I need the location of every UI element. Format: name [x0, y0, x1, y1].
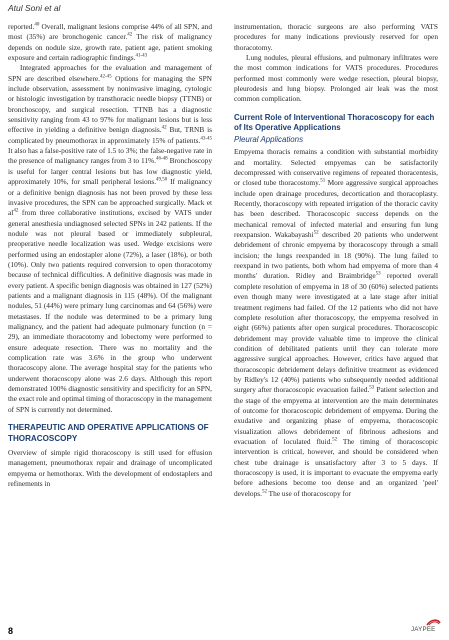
running-header-author: Atul Soni et al — [8, 3, 61, 13]
paragraph: reported.$^{40}$ Overall, malignant lesions comprise 44% of all SPN, and most (35%) are bronchogenic cancer.$^{42}$ The risk of malignancy depends on nodule size, growth rate, patient age, patient smoking exposure and certain radiographic findings.$^{41-43}$ — [8, 22, 212, 63]
paragraph: Overview of simple rigid thoracoscopy is still used for effusion management, pneumothorax repair and drainage of uncomplicated empyema or hemothorax. With the development of endostaplers and refinements in — [8, 448, 212, 489]
paragraph: Lung nodules, pleural effusions, and pulmonary infiltrates were the most common indications for VATS procedures. Procedures performed most commonly were wedge resection, pleural biopsy, pleurodesis and lung biopsy. Prolonged air leak was the most common complication. — [234, 53, 438, 104]
publisher-logo — [405, 619, 443, 637]
page-number: 8 — [8, 626, 14, 636]
right-column — [234, 22, 438, 499]
paragraph: Empyema thoracis remains a condition with substantial morbidity and mortality. Selected empyemas can be satisfactorily decompressed with conservative regimens of repeated thoracentesis, or closed tube thoracostomy.$^{51}$ More aggressive surgical approaches include open drainage procedures, decortication and thoracoplasty. Recently, thoracoscopy with repeated irrigation of the thoracic cavity has been described. Thoracoscopic success depends on the mechanical removal of infected material and ensuring fun lung reexpansion. Wakabayashi$^{52}$ described 20 patients who underwent debridement of chronic empyema by thoracoscopy through a small incision; the lungs reexpanded in 18 (90%). The lung failed to reexpand in two patients, both whom had empyema of more than 4 months' duration. Ridley and Braimbridge$^{53}$ reported overall complete resolution of empyema in 18 of 30 (60%) selected patients even though many were investigated at a late stage after initial treatment regimens had failed. Of the 12 patients who did not have complete resolution after thoracoscopy, the empyema resolved in eight (66%) patients after open surgical procedures. Thoracoscopic debridement may provide valuable time to improve the clinical condition of debilitated patients until they can tolerate more aggressive surgical approaches. However, critics have argued that thoracoscopic debridement delays definitive treatment as evidenced by Ridley's 12 (40%) patients who subsequently needed additional surgery after thoracoscopic evacuation failed.$^{53}$ Patient selection and the stage of the empyema at intervention are the main determinates of outcome for thoracoscopic debridement of empyema. During the exudative and organizing phase of empyema, thoracoscopic visualization allows debridement of fibrinous adhesions and evacuation of loculated fluid.$^{52}$ The timing of thoracoscopic intervention is critical, however, and should be considered when chest tube drainage is unsatisfactory after 3 to 5 days. If thoracoscopy is used, it is important to evacuate the empyema early before adhesions become too dense and an organized 'peel' develops.$^{52}$ The use of thoracoscopy for — [234, 147, 439, 498]
section-heading: Current Role of Interventional Thoracoscopy for each of Its Operative Applications — [234, 112, 435, 132]
paragraph: instrumentation, thoracic surgeons are also performing VATS procedures for many indications previously reserved for open thoracotomy. — [234, 22, 438, 52]
section-heading: THERAPEUTIC AND OPERATIVE APPLICATIONS OF THORACOSCOPY — [8, 423, 209, 443]
left-column — [8, 22, 212, 489]
logo-text: JAYPEE — [411, 626, 436, 633]
paragraph: Integrated approaches for the evaluation and management of SPN are described elsewhere.$^{42-45}$ Options for managing the SPN include observation, assessment by noninvasive imaging, cytologic or histologic investigation by transthoracic needle biopsy (TTNB) or bronchoscopy, and surgical resection. TTNB has a diagnostic sensitivity ranging from 43 to 97% for malignant lesions but is less effective in yielding a definitive benign diagnosis.$^{42}$ But, TRNB is complicated by pneumothorax in approximately 15% of patients.$^{43-45}$ It also has a false-positive rate of 1.5 to 3%; the false-negative rate in the presence of malignancy ranges from 3 to 11%.$^{46-48}$ Bronchoscopy is useful for larger central lesions but has low diagnostic yield, approximately 10%, for small peripheral lesions.$^{49,50}$ If malignancy or a definitive benign diagnosis has not been proved by these less invasive procedures, the SPN can be approached surgically. Mack et $al^{42}$ from three collaborative institutions, excised by VATS under general anesthesia undiagnosed selected SPNs in 242 patients. If the nodule was not pleural based or immediately subpleural, preoperative needle localization was used. Wedge excisions were performed using an endostapler alone (72%), a laser (18%), or both (10%). Only two patients required conversion to open thoracotomy because of technical difficulties. A definitive diagnosis was made in every patient. A specific benign diagnosis was obtained in 127 (52%) patients and a malignant diagnosis in 115 (48%). Of the malignant nodules, 51 (44%) were primary lung carcinomas and 64 (56%) were metastases. If the nodule was determined to be a primary lung malignancy, and the patient had adequate pulmonary function (n = 29), an immediate thoracotomy and lobectomy were performed to ensure adequate resection. There was no mortality and the complication rate was 3.6% in the group who underwent thoracoscopy alone. The average hospital stay for the patients who underwent thoracoscopy alone was 2.6 days. Although this report demonstrated 100% diagnostic sensitivity and specificity for an SPN, the exact role and optimal timing of thoracoscopy in the management of SPN is currently not determined. — [8, 63, 213, 414]
subsection-heading: Pleural Applications — [234, 135, 304, 145]
